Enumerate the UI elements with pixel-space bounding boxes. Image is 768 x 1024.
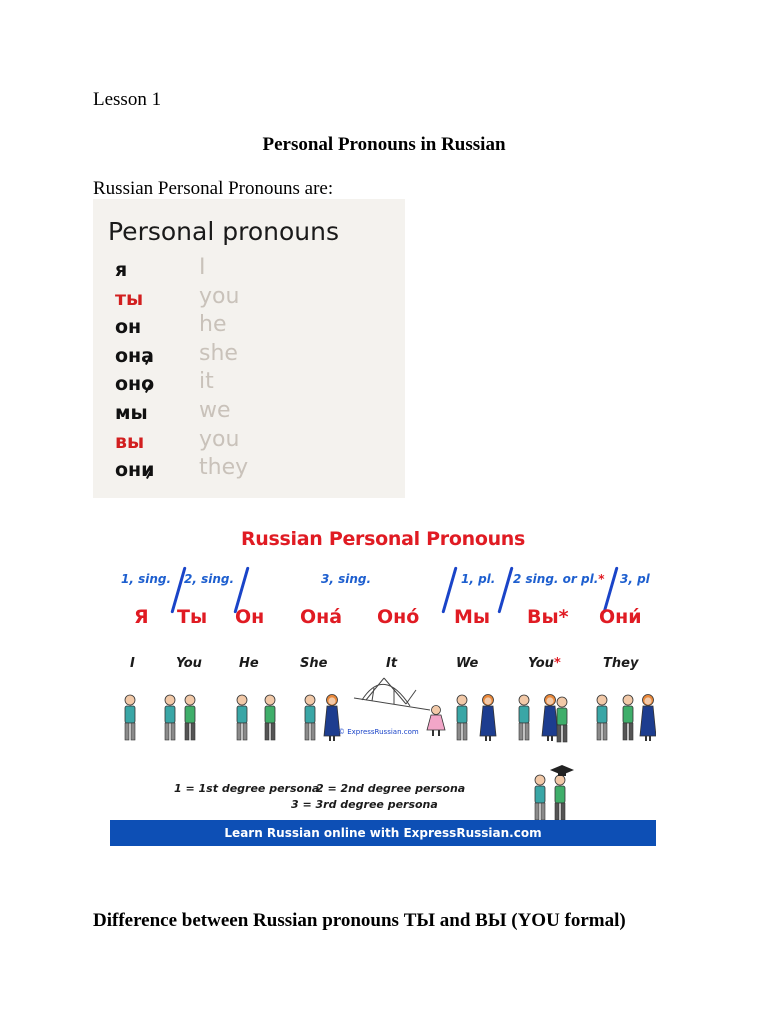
person-label: 3, sing.: [321, 572, 372, 586]
pronoun-en: He: [239, 656, 259, 671]
pronoun-en: It: [386, 656, 398, 671]
pronoun-en: You: [176, 656, 202, 671]
pronoun-ru: они: [115, 459, 155, 481]
legend-item: 1 = 1st degree persona: [174, 782, 320, 795]
pronoun-en: we: [199, 398, 231, 423]
copyright-text: © ExpressRussian.com: [338, 728, 419, 736]
graduation-cap-icon: [550, 765, 574, 776]
pronoun-ru: мы: [115, 402, 148, 424]
pronoun-ru: Ты: [177, 606, 208, 628]
pronoun-en: I: [130, 656, 135, 671]
figure-icon: [535, 775, 545, 820]
figure-icon: [480, 695, 496, 742]
pronouns-infographic: [110, 520, 656, 846]
figure-icon: [185, 695, 195, 740]
figure-icon: [557, 697, 567, 742]
pronoun-en: it: [199, 369, 214, 394]
pronoun-row: [93, 427, 405, 456]
pronoun-ru: оно: [115, 373, 155, 395]
bridge-icon: [354, 678, 430, 710]
lesson-label: Lesson 1: [93, 89, 162, 110]
pronoun-ru: Она́: [300, 606, 343, 628]
legend-item: 2 = 2nd degree persona: [316, 782, 466, 795]
figure-icon: [519, 695, 529, 740]
pronoun-row: [93, 312, 405, 341]
pronoun-en: They: [603, 656, 639, 671]
pronoun-en: he: [199, 312, 227, 337]
figure-icon: [265, 695, 275, 740]
pronoun-ru: Они́: [599, 606, 642, 628]
pronoun-ru: ты: [115, 288, 144, 310]
pronoun-ru: она: [115, 345, 155, 367]
figure-icon: [125, 695, 135, 740]
infographic-title: Russian Personal Pronouns: [240, 528, 526, 550]
figure-icon: [640, 695, 656, 742]
figure-icon: [542, 695, 558, 742]
person-label: 1, pl.: [461, 572, 496, 586]
pronoun-ru: он: [115, 316, 142, 338]
pronoun-row: [93, 341, 405, 370]
figure-icon: [457, 695, 467, 740]
person-label: 2 sing. or pl.*: [513, 572, 605, 586]
figure-icon: [165, 695, 175, 740]
pronoun-en: she: [199, 341, 238, 366]
pronoun-en: they: [199, 455, 249, 480]
pronoun-en: I: [199, 255, 206, 280]
pronoun-ru: Он: [235, 606, 265, 628]
figure-icon: [555, 775, 565, 820]
pronoun-en: She: [300, 656, 328, 671]
pronoun-en: you: [199, 284, 240, 309]
figure-icon: [597, 695, 607, 740]
pronoun-row: [93, 284, 405, 313]
pronoun-row: [93, 398, 405, 427]
person-label: 1, sing.: [121, 572, 172, 586]
infographic-banner: Learn Russian online with ExpressRussian.com: [110, 820, 656, 846]
figure-icon: [237, 695, 247, 740]
pronoun-en: You*: [528, 656, 561, 671]
pronoun-table-heading: Personal pronouns: [108, 217, 339, 246]
pronoun-row: [93, 369, 405, 398]
pronoun-row: [93, 255, 405, 284]
pronoun-ru: Я: [134, 606, 149, 628]
figure-icon: [305, 695, 315, 740]
legend-item: 3 = 3rd degree persona: [291, 798, 438, 811]
section-heading: Difference between Russian pronouns ТЫ and ВЫ (YOU formal): [93, 910, 626, 931]
pronoun-row: [93, 455, 405, 484]
person-label: 3, pl: [620, 572, 650, 586]
pronoun-ru: Мы: [454, 606, 491, 628]
pronoun-en: We: [456, 656, 479, 671]
intro-text: Russian Personal Pronouns are:: [93, 178, 334, 199]
document-title: Personal Pronouns in Russian: [262, 134, 506, 155]
pronoun-ru: Оно́: [377, 606, 420, 628]
pronoun-ru: я: [115, 259, 128, 281]
pronoun-table-image: [93, 199, 405, 498]
pronoun-ru: вы: [115, 431, 145, 453]
pronoun-en: you: [199, 427, 240, 452]
figure-icon: [623, 695, 633, 740]
person-label: 2, sing.: [184, 572, 235, 586]
pronoun-ru: Вы*: [527, 606, 569, 628]
people-illustration: [110, 520, 656, 820]
